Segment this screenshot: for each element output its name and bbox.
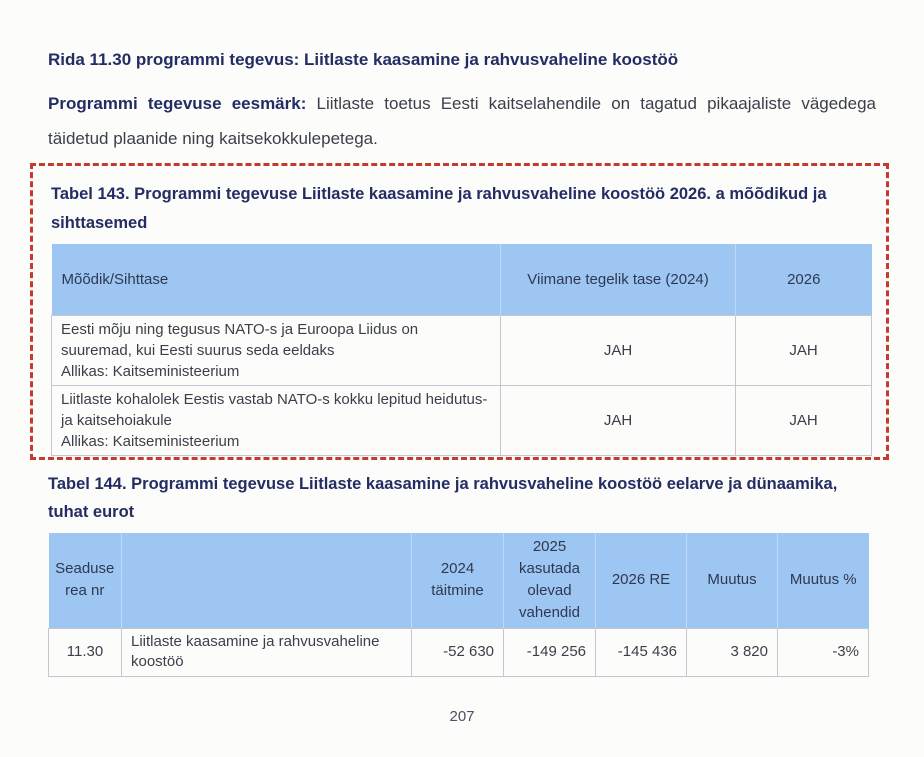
paragraph-lead-label: Programmi tegevuse eesmärk: bbox=[48, 94, 307, 113]
last-actual-value: JAH bbox=[501, 315, 736, 385]
table143-title: Tabel 143. Programmi tegevuse Liitlaste kaasamine ja rahvusvaheline koostöö 2026. a mõõdikud ja sihttasemed bbox=[51, 185, 827, 232]
metric-text: Liitlaste kohalolek Eestis vastab NATO-s kokku lepitud heidutus- ja kaitsehoiakule bbox=[61, 390, 488, 429]
table143-metrics-table bbox=[51, 244, 872, 456]
table144-header-2024: 2024 täitmine bbox=[412, 533, 504, 628]
table-row bbox=[49, 628, 869, 676]
table144-header-muutus-pct: Muutus % bbox=[778, 533, 869, 628]
table144-header-row bbox=[49, 533, 869, 628]
section-heading: Rida 11.30 programmi tegevus: Liitlaste kaasamine ja rahvusvaheline koostöö bbox=[48, 50, 679, 69]
metric-cell bbox=[52, 315, 501, 385]
target-2026-value: JAH bbox=[736, 315, 872, 385]
last-actual-value: JAH bbox=[501, 385, 736, 455]
table-row bbox=[52, 315, 872, 385]
table143-header-metric: Mõõdik/Sihttase bbox=[52, 244, 501, 315]
table144-budget-table bbox=[48, 533, 869, 677]
table143-header-last-actual: Viimane tegelik tase (2024) bbox=[501, 244, 736, 315]
metric-text: Eesti mõju ning tegusus NATO-s ja Euroopa Liidus on suuremad, kui Eesti suurus seda eeldaks bbox=[61, 320, 419, 359]
kasutada-2025-cell: -149 256 bbox=[504, 628, 596, 676]
table144-header-2026re: 2026 RE bbox=[596, 533, 687, 628]
re-2026-cell: -145 436 bbox=[596, 628, 687, 676]
rea-nr-cell: 11.30 bbox=[49, 628, 122, 676]
table144-title: Tabel 144. Programmi tegevuse Liitlaste kaasamine ja rahvusvaheline koostöö eelarve ja dünaamika, tuhat eurot bbox=[48, 475, 838, 521]
table-row bbox=[52, 385, 872, 455]
muutus-pct-cell: -3% bbox=[778, 628, 869, 676]
taitmine-2024-cell: -52 630 bbox=[412, 628, 504, 676]
program-goal-paragraph bbox=[48, 86, 876, 156]
metric-source: Allikas: Kaitseministeerium bbox=[61, 362, 240, 380]
page-number: 207 bbox=[449, 708, 475, 725]
table143-header-2026: 2026 bbox=[736, 244, 872, 315]
table143-header-row bbox=[52, 244, 872, 315]
metric-cell bbox=[52, 385, 501, 455]
program-name-cell: Liitlaste kaasamine ja rahvusvaheline koostöö bbox=[122, 628, 412, 676]
table144-header-2025: 2025 kasutada olevad vahendid bbox=[504, 533, 596, 628]
highlight-dashed-box bbox=[30, 163, 889, 460]
table144-header-name bbox=[122, 533, 412, 628]
metric-source: Allikas: Kaitseministeerium bbox=[61, 432, 240, 450]
muutus-cell: 3 820 bbox=[687, 628, 778, 676]
paragraph-body-text: Liitlaste toetus Eesti kaitselahendile on tagatud pikaajaliste vägedega täidetud plaanide ning kaitsekokkulepetega. bbox=[48, 94, 876, 148]
target-2026-value: JAH bbox=[736, 385, 872, 455]
table144-header-muutus: Muutus bbox=[687, 533, 778, 628]
table144-header-rea-nr: Seaduse rea nr bbox=[49, 533, 122, 628]
